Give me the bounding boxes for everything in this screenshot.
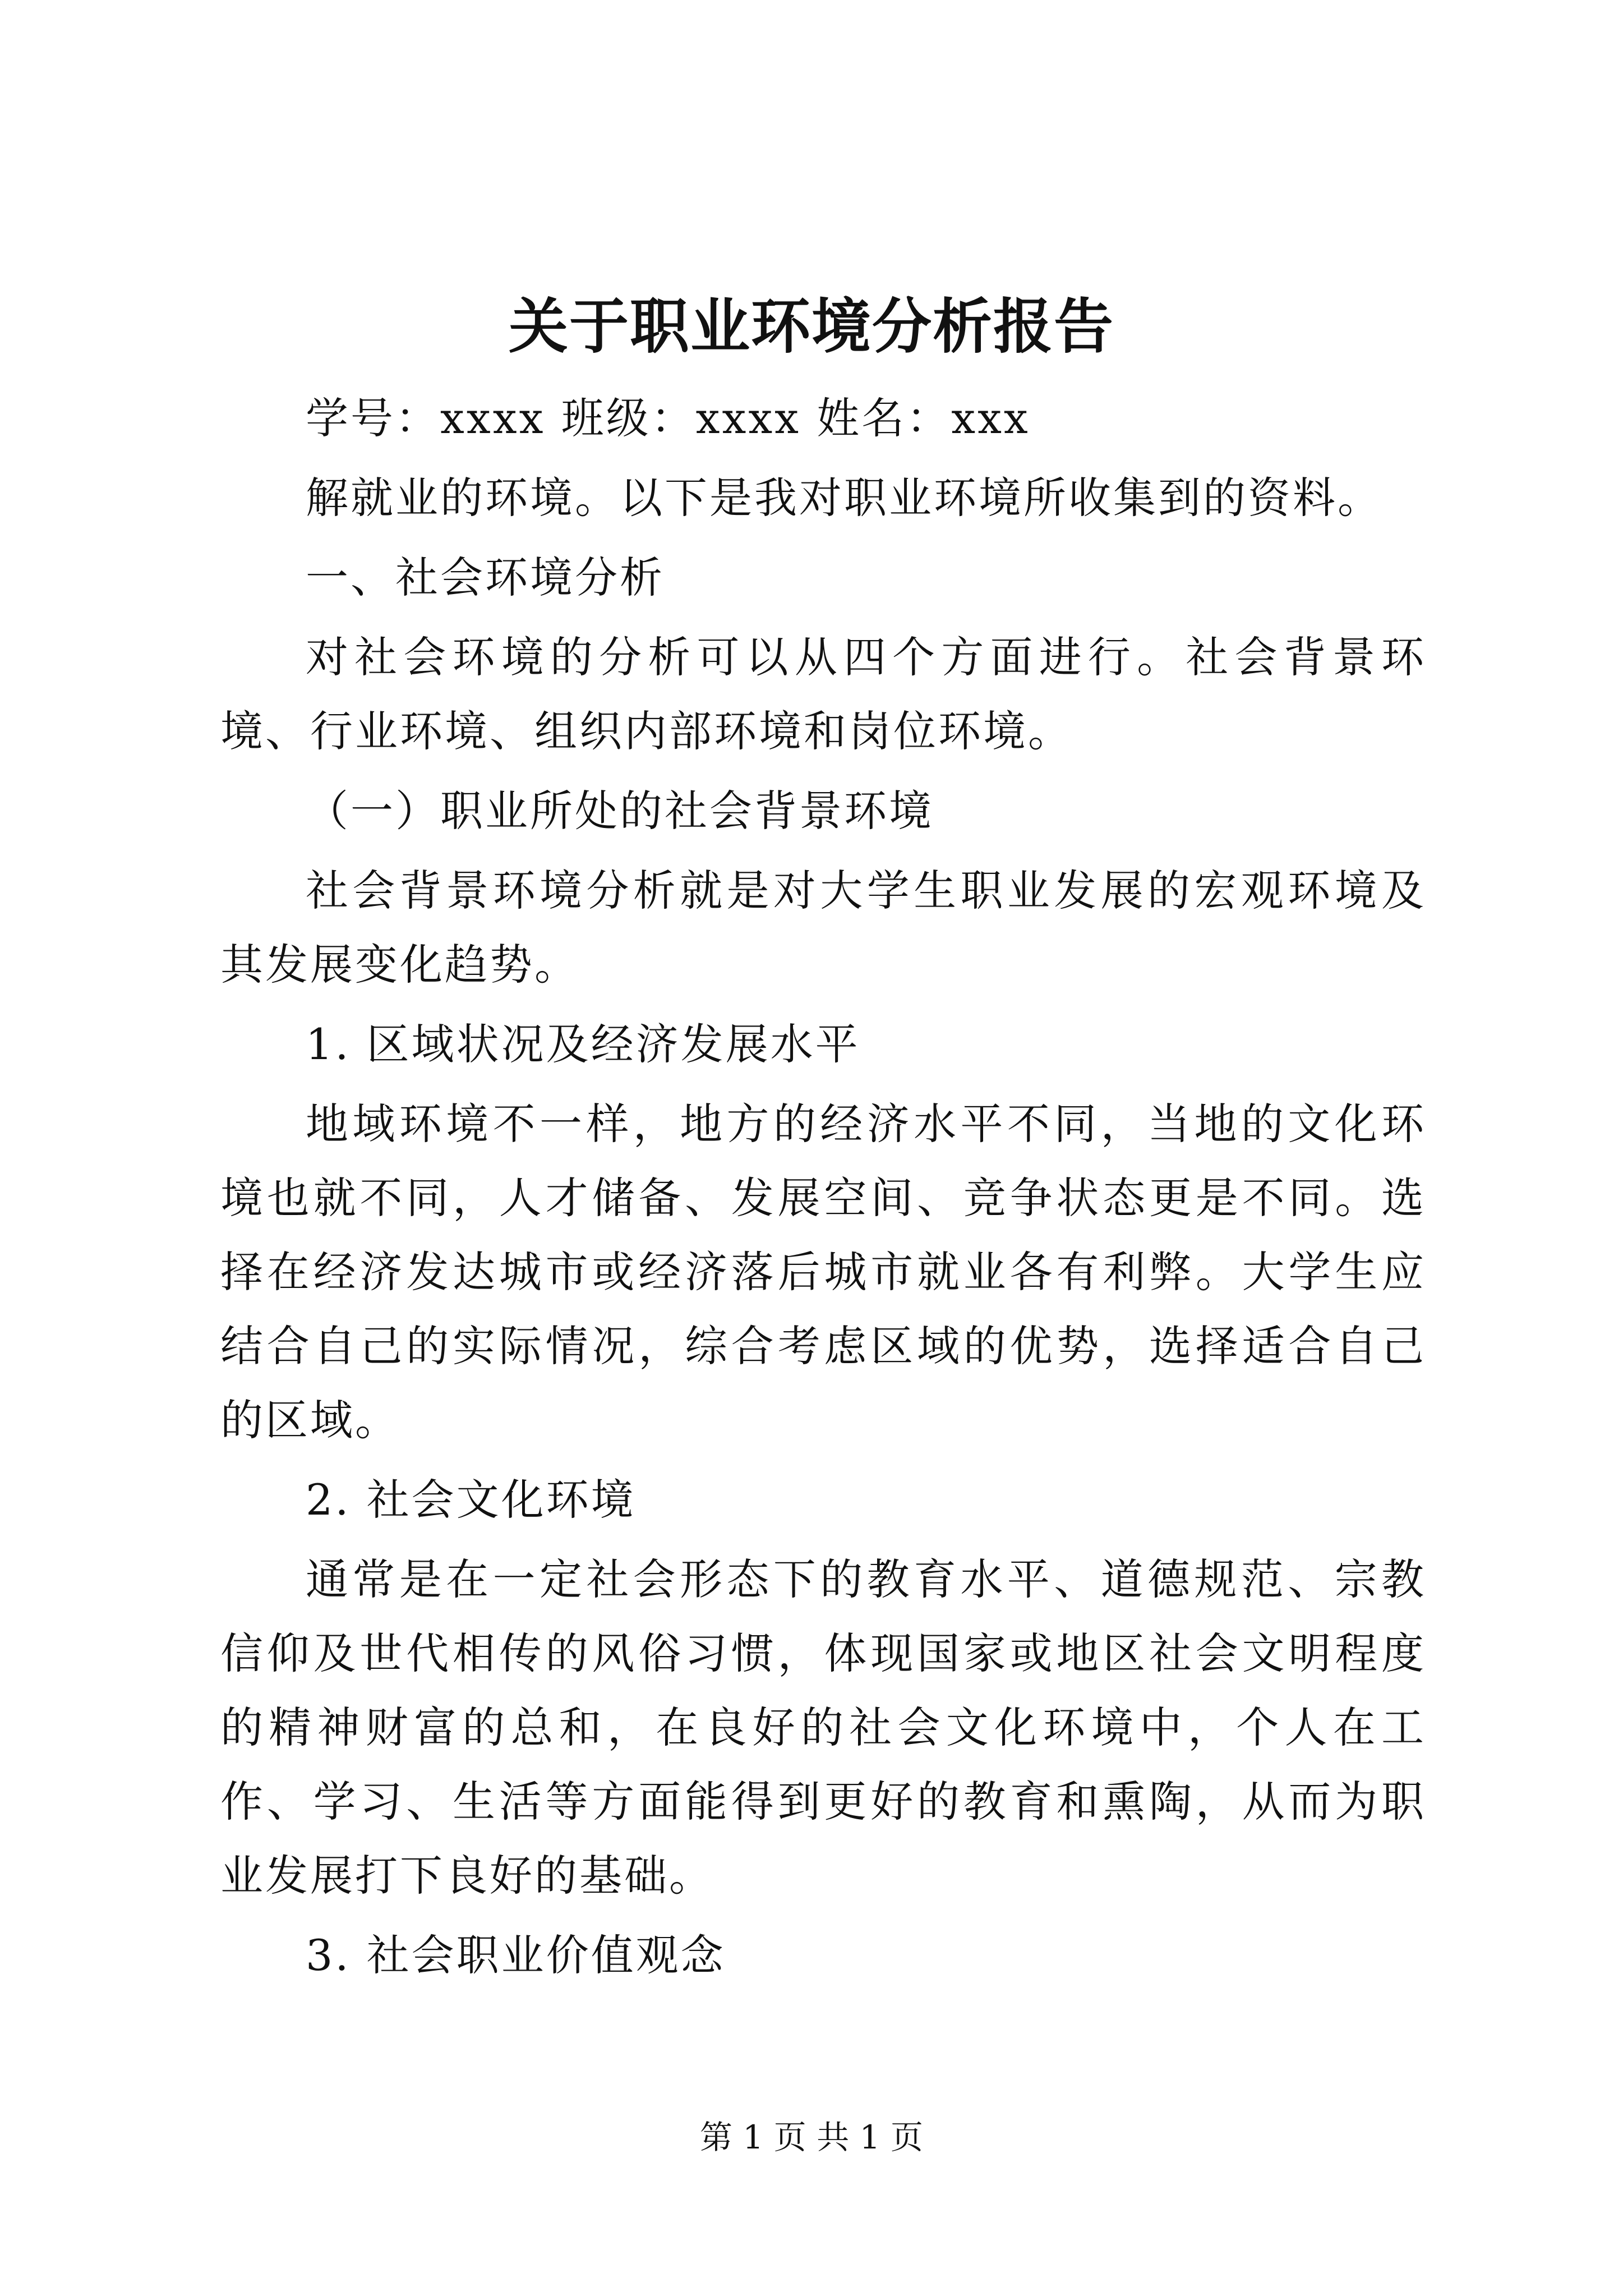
paragraph-background: 社会背景环境分析就是对大学生职业发展的宏观环境及其发展变化趋势。: [220, 866, 1426, 990]
paragraph-social-environment: 对社会环境的分析可以从四个方面进行。社会背景环境、行业环境、组织内部环境和岗位环境。: [220, 632, 1426, 756]
page-footer: 第 1 页 共 1 页: [700, 2118, 923, 2156]
item-heading-region: 1. 区域状况及经济发展水平: [306, 1019, 860, 1069]
paragraph-culture: 通常是在一定社会形态下的教育水平、道德规范、宗教信仰及世代相传的风俗习惯，体现国家或地区社会文明程度的精神财富的总和，在良好的社会文化环境中，个人在工作、学习、生活等方面能得到更好的教育和熏陶，从而为职业发展打下良好的基础。: [220, 1554, 1426, 1901]
document-title: 关于职业环境分析报告: [509, 291, 1114, 361]
paragraph-region: 地域环境不一样，地方的经济水平不同，当地的文化环境也就不同，人才储备、发展空间、竞争状态更是不同。选择在经济发达城市或经济落后城市就业各有利弊。大学生应结合自己的实际情况，综合考虑区域的优势，选择适合自己的区域。: [220, 1099, 1426, 1445]
item-heading-culture: 2. 社会文化环境: [306, 1475, 636, 1525]
subsection-heading-background: （一）职业所处的社会背景环境: [306, 786, 934, 836]
section-heading-social-environment: 一、社会环境分析: [306, 553, 665, 602]
item-heading-values: 3. 社会职业价值观念: [306, 1930, 726, 1980]
document-body: [220, 381, 1426, 1993]
student-info-line: 学号：xxxx 班级：xxxx 姓名：xxx: [306, 393, 1030, 443]
intro-paragraph: 解就业的环境。以下是我对职业环境所收集到的资料。: [306, 473, 1382, 523]
